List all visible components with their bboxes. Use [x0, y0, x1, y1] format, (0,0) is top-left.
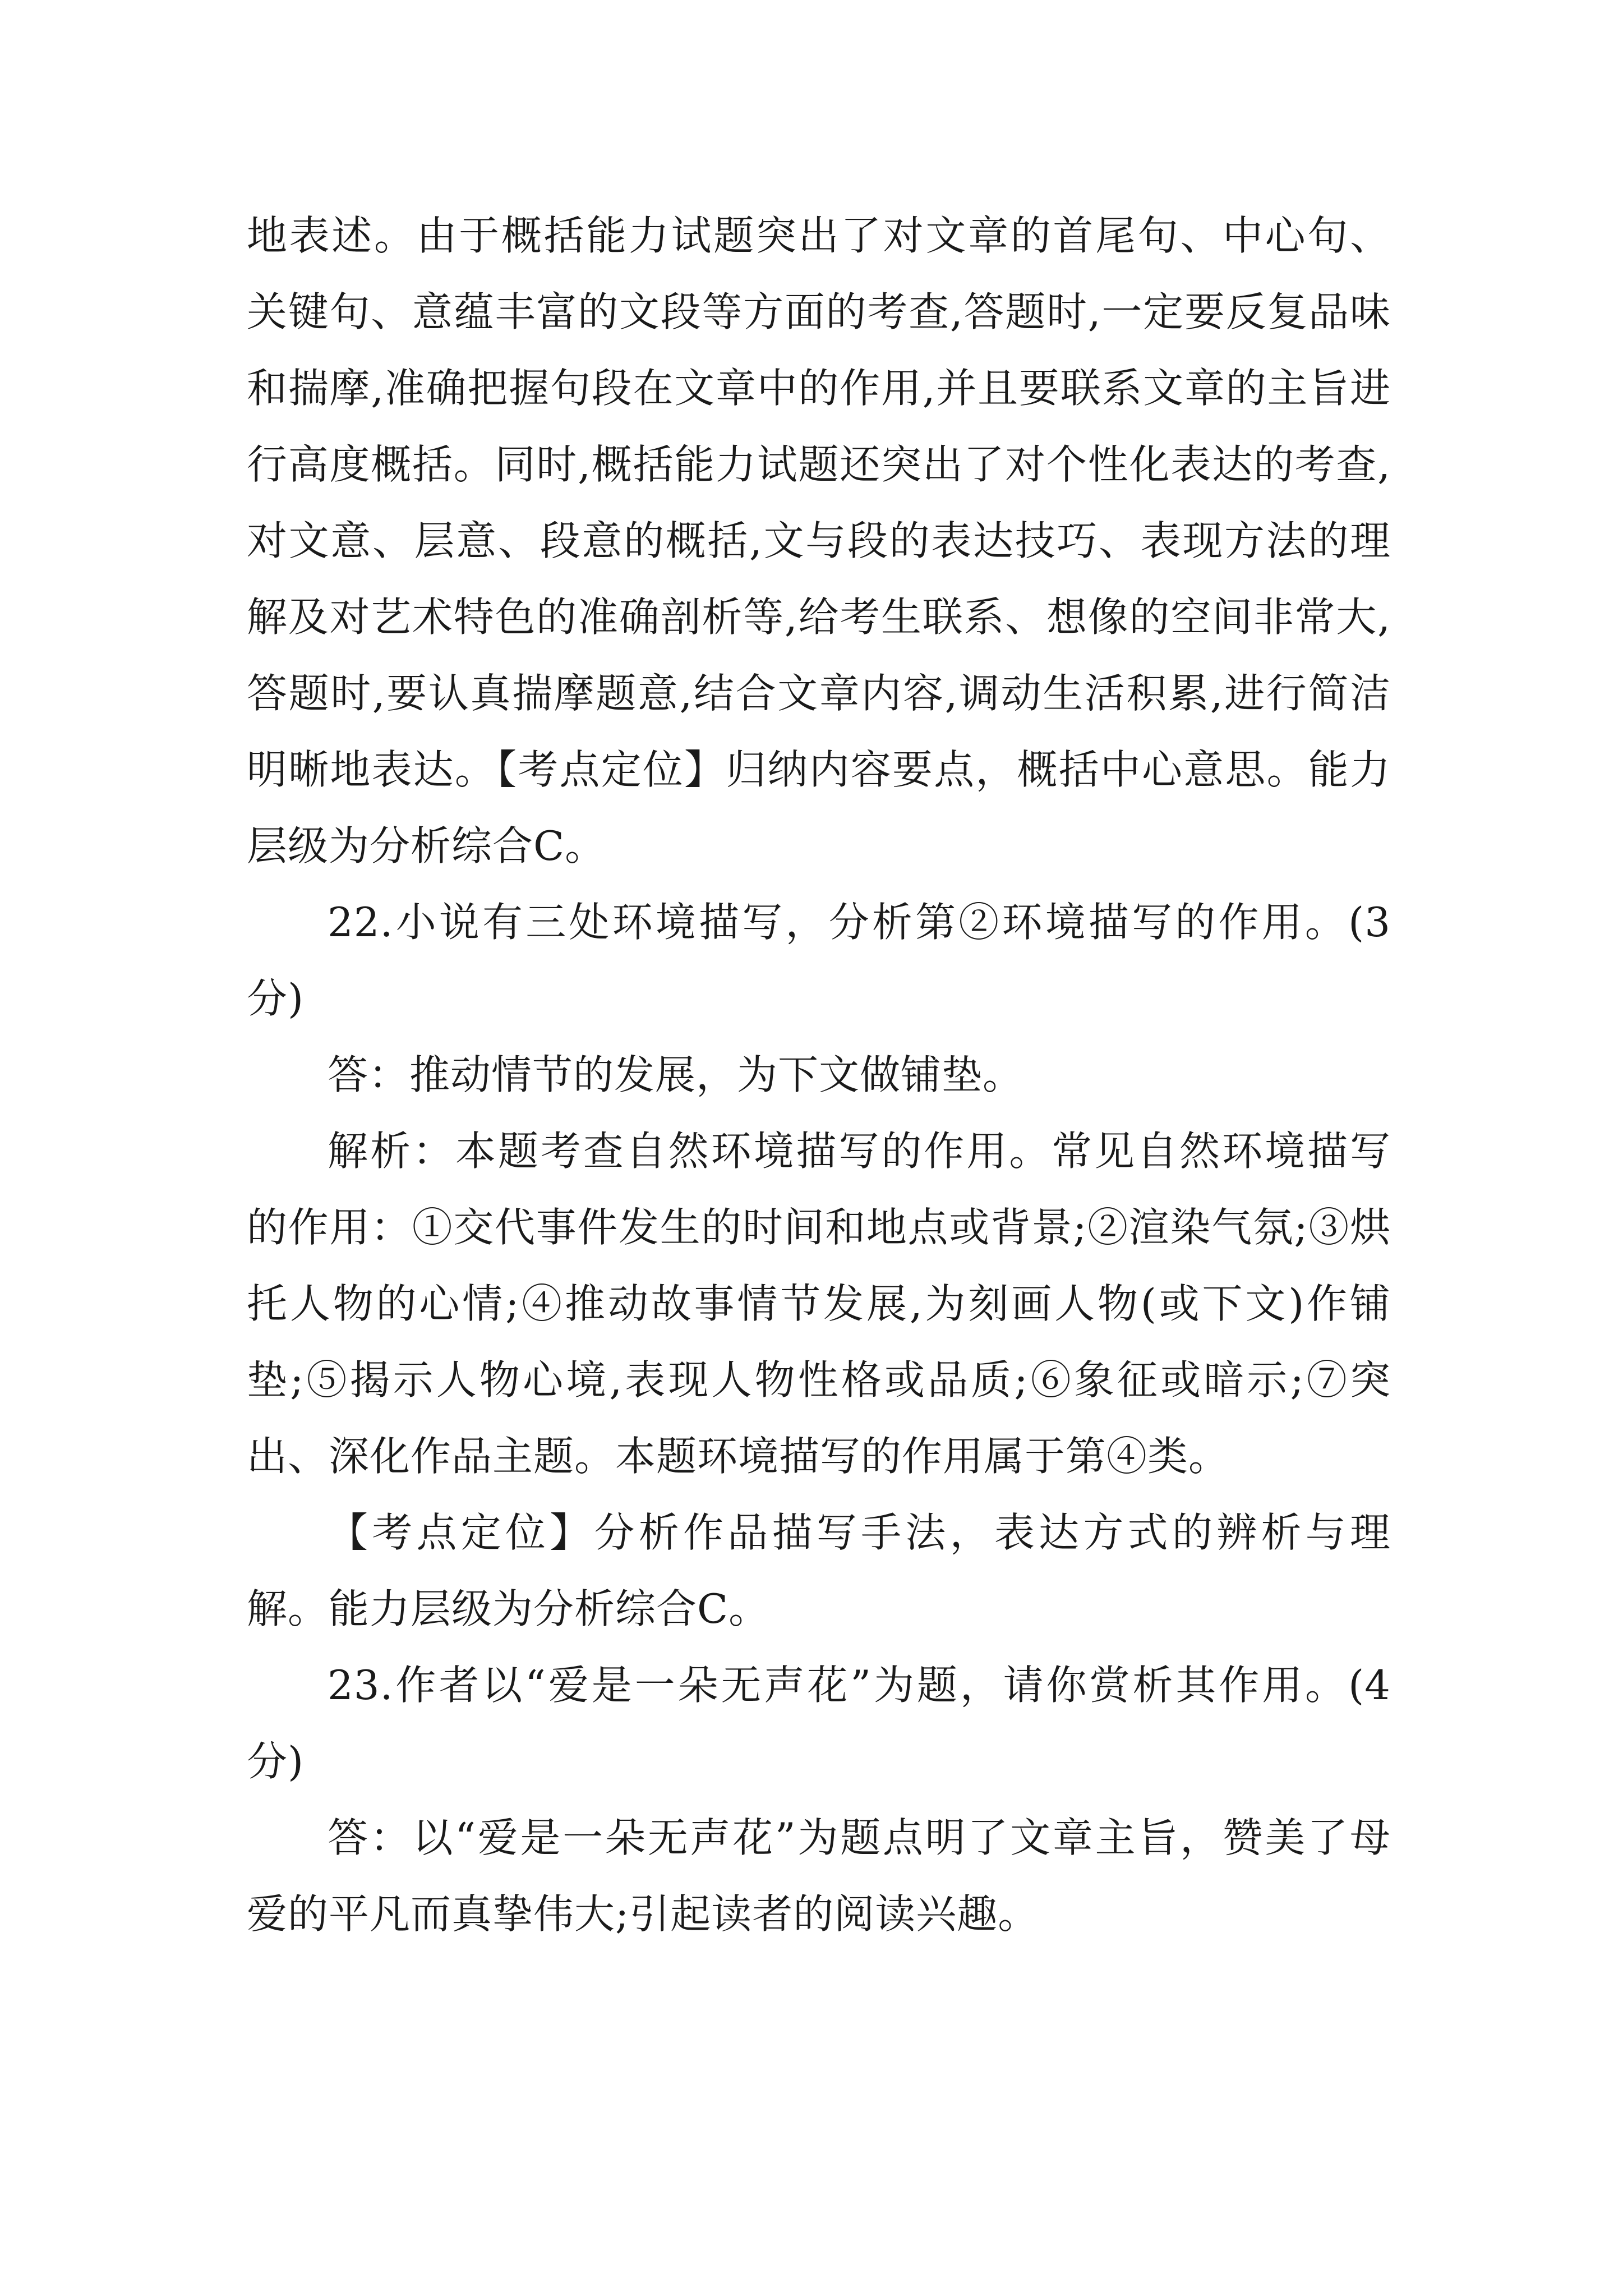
- question-22: 22.小说有三处环境描写，分析第②环境描写的作用。(3分): [247, 899, 1391, 1022]
- answer-23: 答：以“爱是一朵无声花”为题点明了文章主旨，赞美了母爱的平凡而真挚伟大;引起读者的阅读兴趣。: [247, 1814, 1391, 1938]
- question-23: 23.作者以“爱是一朵无声花”为题，请你赏析其作用。(4分): [247, 1662, 1391, 1785]
- kaodian-22: 【考点定位】分析作品描写手法，表达方式的辨析与理解。能力层级为分析综合C。: [247, 1509, 1391, 1632]
- document-body: [247, 197, 1391, 1952]
- paragraph-continuation: 地表述。由于概括能力试题突出了对文章的首尾句、中心句、关键句、意蕴丰富的文段等方面的考查,答题时,一定要反复品味和揣摩,准确把握句段在文章中的作用,并且要联系文章的主旨进行高度概括。同时,概括能力试题还突出了对个性化表达的考查,对文意、层意、段意的概括,文与段的表达技巧、表现方法的理解及对艺术特色的准确剖析等,给考生联系、想像的空间非常大,答题时,要认真揣摩题意,结合文章内容,调动生活积累,进行简洁明晰地表达。【考点定位】归纳内容要点，概括中心意思。能力层级为分析综合C。: [247, 212, 1391, 869]
- answer-22: 答：推动情节的发展，为下文做铺垫。: [328, 1051, 1024, 1098]
- analysis-22: 解析：本题考查自然环境描写的作用。常见自然环境描写的作用：①交代事件发生的时间和地点或背景;②渲染气氛;③烘托人物的心情;④推动故事情节发展,为刻画人物(或下文)作铺垫;⑤揭示人物心境,表现人物性格或品质;⑥象征或暗示;⑦突出、深化作品主题。本题环境描写的作用属于第④类。: [247, 1128, 1391, 1480]
